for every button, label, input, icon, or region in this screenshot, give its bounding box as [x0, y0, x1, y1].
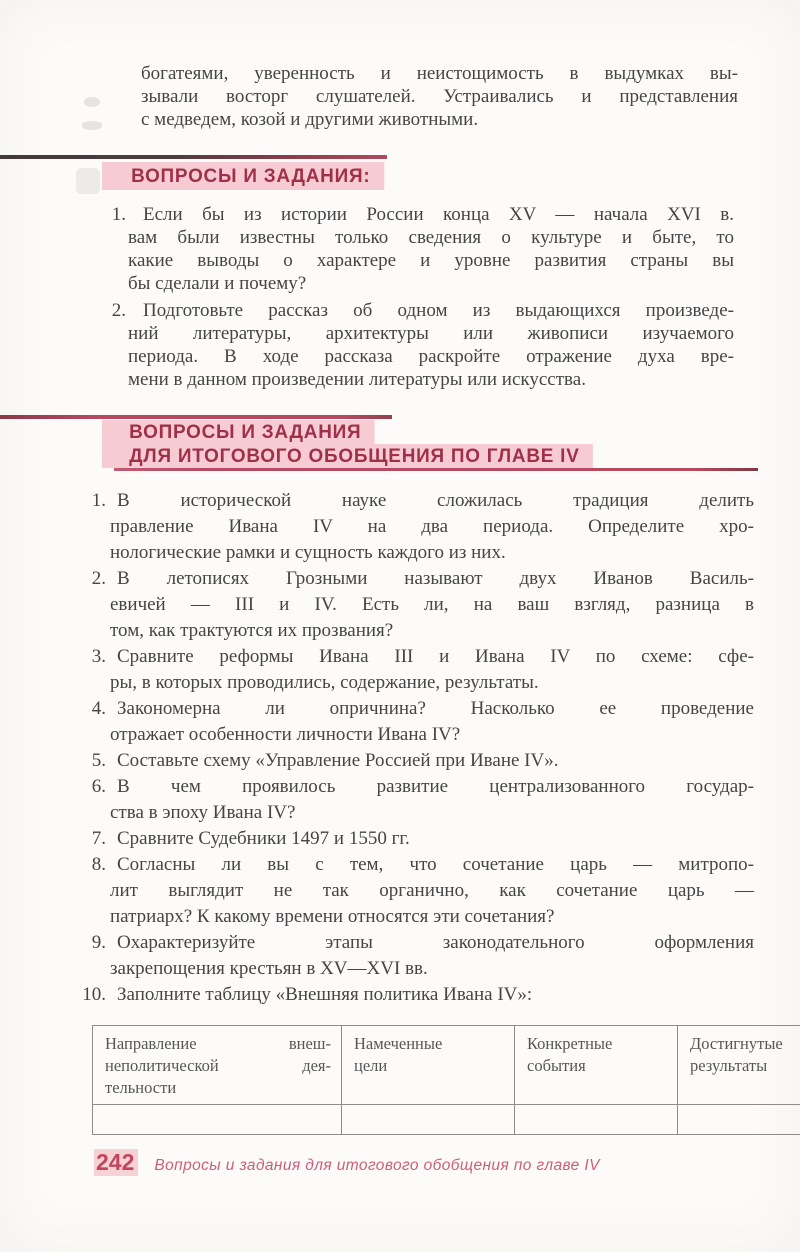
item-number: 3. — [91, 646, 106, 667]
table-header-results: Достигнутые результаты — [678, 1026, 800, 1105]
item-number: 1. — [111, 204, 126, 225]
table-header-events: Конкретные события — [515, 1026, 678, 1105]
section2-top-rule — [0, 415, 392, 419]
question-item-2 — [111, 299, 734, 391]
item-text: Если бы из истории России конца XV — начала XVI в. вам были известны только сведения о культуре и быте, то какие выводы о характере и уровне развития страны вы бы сделали и почему? — [128, 204, 734, 294]
item-number: 1. — [91, 490, 106, 511]
question-item-7 — [91, 826, 754, 852]
page-footer — [94, 1149, 600, 1176]
item-text: Сравните реформы Ивана III и Ивана IV по схеме: сфе- ры, в которых проводились, содержание, результаты. — [110, 646, 754, 693]
question-item-1 — [111, 203, 734, 295]
question-item-3 — [91, 644, 754, 696]
item-number: 8. — [91, 854, 106, 875]
item-number: 7. — [91, 828, 106, 849]
intro-paragraph: богатеями, уверенность и неистощимость в выдумках вы- зывали восторг слушателей. Устраивались и представления с медведем, козой и другими животными. — [141, 63, 738, 130]
section1-heading — [102, 162, 393, 190]
item-number: 4. — [91, 698, 106, 719]
item-text: Согласны ли вы с тем, что сочетание царь — митропо- лит выглядит не так органично, как сочетание царь — патриарх? К какому времени относятся эти сочетания? — [110, 854, 754, 927]
item-number: 9. — [91, 932, 106, 953]
question-item-8 — [91, 852, 754, 930]
table-empty-cell — [515, 1105, 678, 1135]
table-header-goals: Намеченные цели — [342, 1026, 515, 1105]
section2-bottom-rule — [114, 468, 758, 471]
section1-heading-text: ВОПРОСЫ И ЗАДАНИЯ: — [102, 162, 384, 190]
question-item-6 — [91, 774, 754, 826]
item-text: Заполните таблицу «Внешняя политика Ивана IV»: — [117, 984, 533, 1005]
item-text: В летописях Грозными называют двух Иванов Василь- евичей — III и IV. Есть ли, на ваш взгляд, разница в том, как трактуются их прозвания? — [110, 568, 754, 641]
item-number: 10. — [82, 984, 106, 1005]
question-item-2 — [91, 566, 754, 644]
item-number: 2. — [111, 300, 126, 321]
question-item-1 — [91, 488, 754, 566]
item-number: 2. — [91, 568, 106, 589]
item-text: Составьте схему «Управление Россией при Иване IV». — [117, 750, 559, 771]
table-empty-cell — [678, 1105, 800, 1135]
footer-label: Вопросы и задания для итогового обобщения по главе IV — [154, 1157, 600, 1174]
item-text: В исторической науке сложилась традиция делить правление Ивана IV на два периода. Определите хро- нологические рамки и сущность каждого из них. — [110, 490, 754, 563]
question-item-4 — [91, 696, 754, 748]
table-header-row — [93, 1026, 800, 1105]
scan-smudge — [76, 168, 100, 194]
scan-smudge — [84, 97, 100, 107]
foreign-policy-table — [92, 1025, 800, 1135]
section2-heading-line1: ВОПРОСЫ И ЗАДАНИЯ — [102, 420, 375, 444]
section1-question-list — [111, 203, 734, 391]
page-number: 242 — [94, 1149, 138, 1176]
section1-top-rule — [0, 155, 387, 159]
item-text: Закономерна ли опричнина? Насколько ее проведение отражает особенности личности Ивана IV? — [110, 698, 754, 745]
section2-heading-line2: ДЛЯ ИТОГОВОГО ОБОБЩЕНИЯ ПО ГЛАВЕ IV — [102, 444, 593, 468]
table-empty-cell — [342, 1105, 515, 1135]
scan-smudge — [82, 121, 102, 130]
item-text: В чем проявилось развитие централизованного государ- ства в эпоху Ивана IV? — [110, 776, 754, 823]
item-text: Охарактеризуйте этапы законодательного оформления закрепощения крестьян в XV—XVI вв. — [110, 932, 754, 979]
item-number: 6. — [91, 776, 106, 797]
question-item-9 — [91, 930, 754, 982]
item-number: 5. — [91, 750, 106, 771]
table-empty-row — [93, 1105, 800, 1135]
table-empty-cell — [93, 1105, 342, 1135]
question-item-5 — [91, 748, 754, 774]
section2-question-list — [82, 488, 754, 1008]
section2-heading — [102, 420, 608, 468]
question-item-10 — [82, 982, 754, 1008]
item-text: Сравните Судебники 1497 и 1550 гг. — [117, 828, 410, 849]
item-text: Подготовьте рассказ об одном из выдающихся произведе- ний литературы, архитектуры или живописи изучаемого периода. В ходе рассказа раскройте отражение духа вре- мени в данном произведении литературы или искусства. — [128, 300, 734, 390]
table-header-direction: Направление внеш- неполитической дея- тельности — [93, 1026, 342, 1105]
